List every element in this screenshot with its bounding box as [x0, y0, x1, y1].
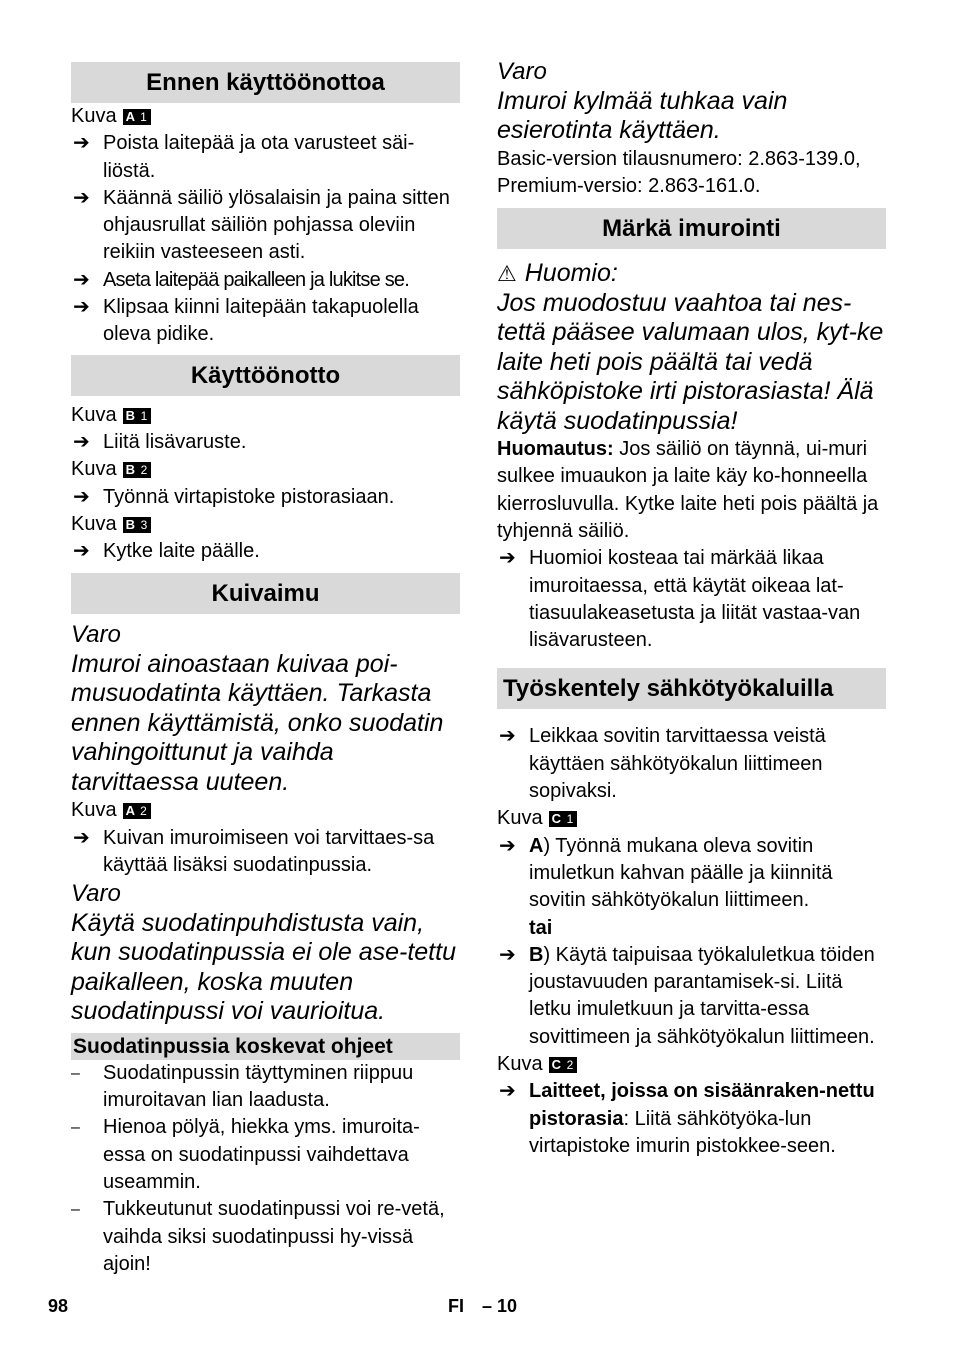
figure-badge: C 2	[549, 1057, 578, 1073]
arrow-icon: ➔	[73, 430, 90, 453]
section-heading-commissioning: Käyttöönotto	[71, 355, 460, 396]
caution-title: ⚠ Huomio:	[497, 259, 618, 288]
list-item: ➔ B) Käytä taipuisaa työkaluletkua töiden joustavuuden parantamisek-si. Liitä letku imuletkuun ja tarvitta-essa sovittimeen ja sähkötyökalun liittimeen.	[499, 943, 875, 1048]
warning-title: Varo	[497, 58, 547, 85]
arrow-icon: ➔	[73, 268, 89, 291]
caution-text: Jos muodostuu vaahtoa tai nes-tettä pääsee valumaan ulos, kyt-ke laite heti pois päältä tai vedä sähköpistoke irti pistorasiasta! Älä käytä suodatinpussia!	[497, 288, 884, 435]
list-item: ➔ Aseta laitepää paikalleen ja lukitse se.	[71, 267, 460, 294]
right-column	[497, 57, 886, 1160]
warning-title: Varo	[71, 880, 121, 908]
list-item: ➔ Huomioi kosteaa tai märkää likaa imuroitaessa, että käytät oikeaa lat-tiasuulakeasetusta ja liität vastaa-van lisävarusteen.	[499, 547, 861, 652]
warning-text: Käytä suodatinpuhdistusta vain, kun suodatinpussia ei ole ase-tettu paikalleen, koska muuten suodatinpussi voi vaurioitua.	[71, 908, 456, 1026]
arrow-icon: ➔	[499, 725, 516, 748]
dash-bullet: –	[71, 1119, 80, 1137]
list-item: ➔ Klipsaa kiinni laitepään takapuolella oleva pidike.	[73, 296, 419, 346]
figure-reference: Kuva A 1	[71, 103, 460, 130]
arrow-icon: ➔	[73, 826, 90, 849]
list-item: ➔ Kuivan imuroimiseen voi tarvittaes-sa käyttää lisäksi suodatinpussia.	[73, 826, 435, 877]
dash-bullet: –	[71, 1201, 80, 1219]
list-item: ➔ A) Työnnä mukana oleva sovitin imuletkun kahvan päälle ja kiinnitä sovitin sähkötyökalun liittimeen.	[499, 834, 833, 912]
list-item: ➔ Liitä lisävaruste.	[71, 429, 460, 456]
arrow-icon: ➔	[73, 186, 90, 209]
warning-text: Imuroi ainoastaan kuivaa poi-musuodatinta käyttäen. Tarkasta ennen käyttämistä, onko suodatin vahingoittunut ja vaihda tarvittaessa uuteen.	[71, 649, 444, 796]
list-item: ➔ Laitteet, joissa on sisäänraken-nettu pistorasia: Liitä sähkötyöka-lun virtapistoke imurin pistokkee-seen.	[499, 1080, 875, 1157]
warning-title: Varo	[71, 621, 121, 649]
arrow-icon: ➔	[499, 1080, 516, 1103]
figure-reference: Kuva C 2	[497, 1051, 886, 1078]
note-paragraph: Huomautus: Jos säiliö on täynnä, ui-muri sulkee imuaukon ja laite käy ko-honneella kierrosluvulla. Kytke laite heti pois päältä ja tyhjennä säiliö.	[497, 438, 879, 542]
arrow-icon: ➔	[499, 547, 516, 570]
list-item: ➔ Käännä säiliö ylösalaisin ja paina sitten ohjausrullat säiliön pohjassa oleviin reikiin vasteeseen asti.	[73, 186, 450, 264]
subsection-heading-filter-bag: Suodatinpussia koskevat ohjeet	[71, 1033, 460, 1060]
list-item: – Suodatinpussin täyttyminen riippuu imuroitavan lian laadusta.	[71, 1061, 414, 1112]
arrow-icon: ➔	[499, 834, 516, 857]
arrow-icon: ➔	[73, 132, 90, 155]
section-heading-dry-vacuuming: Kuivaimu	[71, 573, 460, 614]
arrow-icon: ➔	[73, 540, 90, 563]
figure-reference: Kuva B 2	[71, 456, 460, 483]
or-label: tai	[529, 916, 553, 939]
arrow-icon: ➔	[499, 943, 516, 966]
list-item: ➔ Työnnä virtapistoke pistorasiaan.	[71, 484, 460, 511]
figure-badge: B 1	[123, 408, 152, 424]
list-item: ➔ Poista laitepää ja ota varusteet säi-liöstä.	[73, 132, 415, 182]
figure-reference: Kuva C 1	[497, 805, 886, 832]
section-heading-power-tools: Työskentely sähkötyökaluilla	[497, 668, 886, 709]
list-item: – Hienoa pölyä, hiekka yms. imuroita-essa on suodatinpussi vaihdettava useammin.	[71, 1116, 420, 1194]
order-number-text: Basic-version tilausnumero: 2.863-139.0, Premium-versio: 2.863-161.0.	[497, 147, 861, 197]
section-heading-before-use: Ennen käyttöönottoa	[71, 62, 460, 103]
arrow-icon: ➔	[73, 485, 90, 508]
figure-reference: Kuva A 2	[71, 797, 460, 824]
list-item: – Tukkeutunut suodatinpussi voi re-vetä, vaihda siksi suodatinpussi hy-vissä ajoin!	[71, 1198, 445, 1275]
figure-badge: A 1	[123, 109, 151, 125]
list-item: ➔ Kytke laite päälle.	[71, 538, 460, 565]
dash-bullet: –	[71, 1064, 80, 1082]
arrow-icon: ➔	[73, 296, 90, 319]
figure-badge: C 1	[549, 811, 578, 827]
figure-reference: Kuva B 1	[71, 402, 460, 429]
page-number: 98	[48, 1296, 69, 1316]
figure-badge: B 3	[123, 517, 152, 533]
language-code: FI	[448, 1296, 464, 1316]
figure-badge: B 2	[123, 462, 152, 478]
figure-reference: Kuva B 3	[71, 511, 460, 538]
list-item: ➔ Leikkaa sovitin tarvittaessa veistä käyttäen sähkötyökalun liittimeen sopivaksi.	[499, 725, 826, 803]
left-column	[71, 62, 460, 1278]
section-heading-wet-vacuuming: Märkä imurointi	[497, 208, 886, 249]
figure-badge: A 2	[123, 803, 151, 819]
warning-text: Imuroi kylmää tuhkaa vain esierotinta käyttäen.	[497, 86, 788, 144]
warning-triangle-icon: ⚠	[497, 261, 517, 287]
section-page-number: – 10	[482, 1296, 518, 1316]
